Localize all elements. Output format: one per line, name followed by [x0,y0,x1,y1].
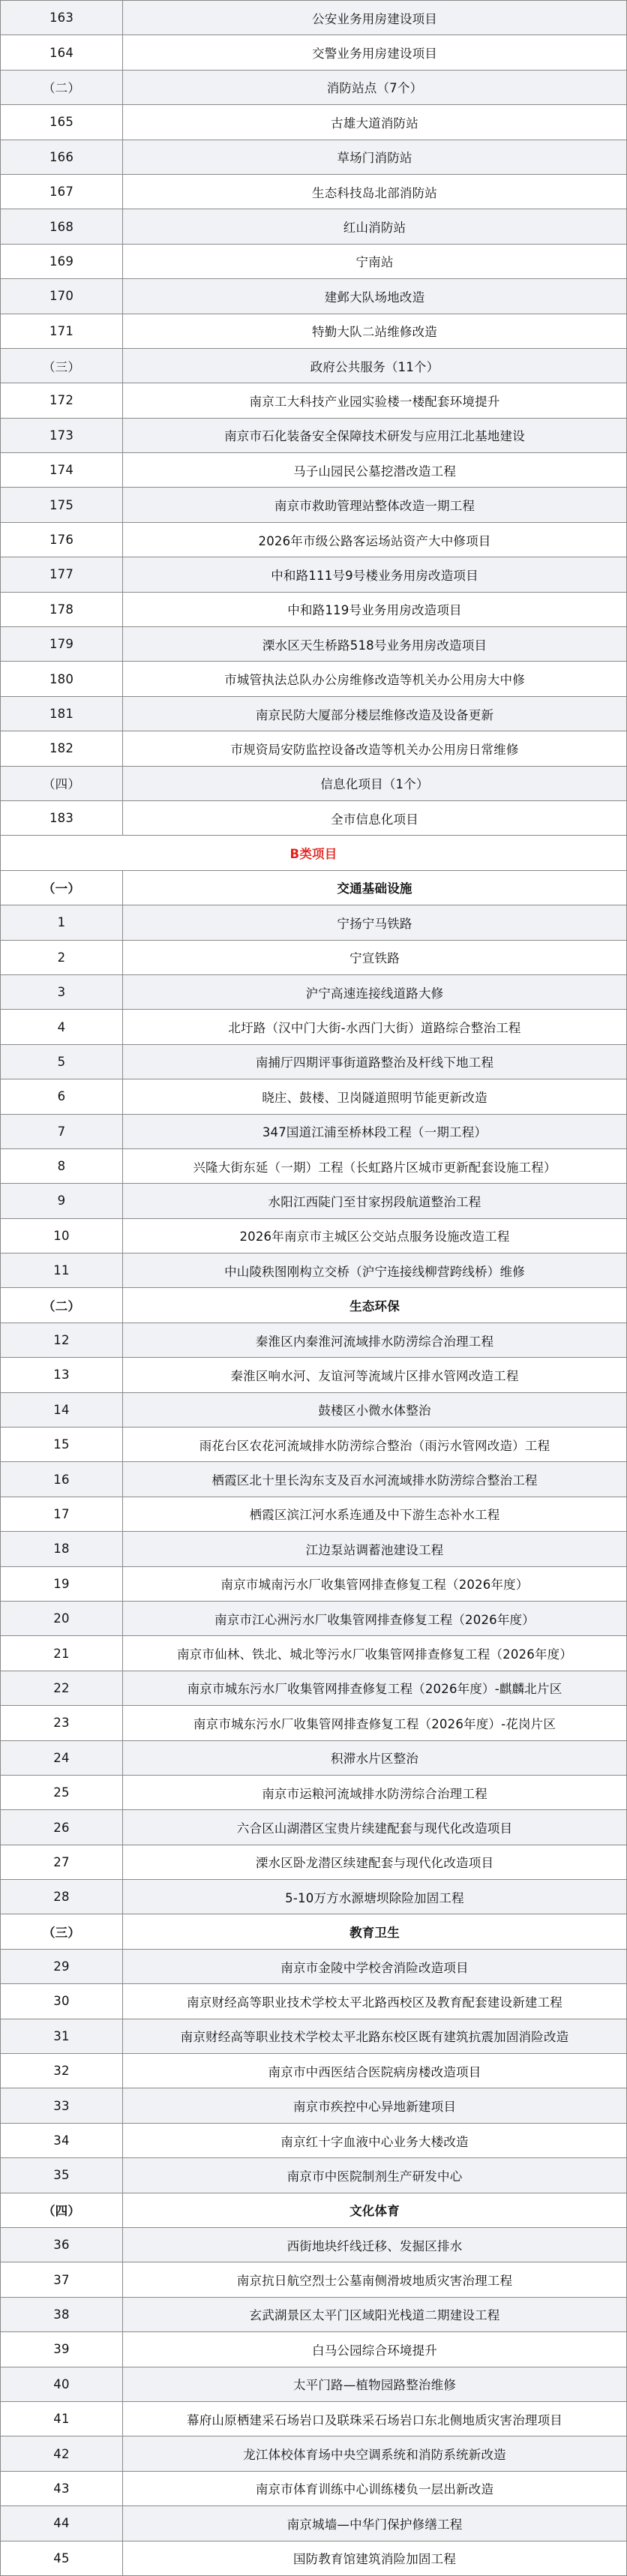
row-number-cell: 165 [1,105,123,140]
table-row [1,2088,627,2123]
row-number-cell: 177 [1,557,123,592]
project-name-cell: 秦淮区响水河、友谊河等流域片区排水管网改造工程 [123,1358,627,1392]
row-number-cell: 163 [1,1,123,35]
project-name-cell: 南京抗日航空烈士公墓南侧滑坡地质灾害治理工程 [123,2262,627,2297]
project-name-cell: 南京财经高等职业技术学校太平北路东校区既有建筑抗震加固消险改造 [123,2019,627,2053]
row-number-cell: 182 [1,731,123,766]
row-number-cell: 173 [1,418,123,452]
project-name-cell: 积滞水片区整治 [123,1740,627,1775]
table-row [1,522,627,557]
row-number-cell: 8 [1,1148,123,1183]
row-number-cell: 181 [1,696,123,731]
project-name-cell: 南京市体育训练中心训练楼负一层出新改造 [123,2471,627,2505]
row-number-cell: 183 [1,800,123,835]
project-name-cell: 栖霞区北十里长沟东支及百水河流域排水防涝综合整治工程 [123,1462,627,1497]
project-name-cell: 5-10万方水源塘坝除险加固工程 [123,1880,627,1914]
table-row [1,174,627,209]
table-row [1,1845,627,1879]
row-number-cell: 9 [1,1184,123,1218]
row-number-cell: 167 [1,174,123,209]
project-name-cell: 秦淮区内秦淮河流域排水防涝综合治理工程 [123,1323,627,1357]
row-number-cell: 3 [1,974,123,1009]
row-number-cell: 41 [1,2401,123,2436]
section-header-row [1,2193,627,2227]
project-name-cell: 文化体育 [123,2193,627,2227]
project-name-cell: 2026年市级公路客运场站资产大中修项目 [123,522,627,557]
row-number-cell: 44 [1,2506,123,2541]
row-number-cell: 4 [1,1010,123,1044]
project-name-cell: 溧水区卧龙潜区续建配套与现代化改造项目 [123,1845,627,1879]
table-row [1,1636,627,1671]
row-number-cell: 18 [1,1532,123,1566]
project-name-cell: 水阳江西陡门至甘家拐段航道整治工程 [123,1184,627,1218]
table-row [1,1392,627,1427]
project-name-cell: 幕府山原栖建采石场岩口及联珠采石场岩口东北侧地质灾害治理项目 [123,2401,627,2436]
project-name-cell: 市规资局安防监控设备改造等机关办公用房日常维修 [123,731,627,766]
project-name-cell: 信息化项目（1个） [123,766,627,800]
project-name-cell: 南京市城南污水厂收集管网排查修复工程（2026年度） [123,1566,627,1601]
project-name-cell: 生态科技岛北部消防站 [123,174,627,209]
table-row [1,35,627,70]
project-name-cell: 南京市江心洲污水厂收集管网排查修复工程（2026年度） [123,1601,627,1635]
project-name-cell: 溧水区天生桥路518号业务用房改造项目 [123,627,627,662]
category-banner-title: B类项目 [1,836,627,870]
row-number-cell: 13 [1,1358,123,1392]
row-number-cell: 42 [1,2436,123,2471]
table-row [1,1462,627,1497]
row-number-cell: 12 [1,1323,123,1357]
table-row [1,2506,627,2541]
row-number-cell: 1 [1,905,123,940]
table-row [1,2158,627,2193]
row-number-cell: 32 [1,2054,123,2088]
table-row [1,2054,627,2088]
table-row [1,1,627,35]
project-name-cell: 宁扬宁马铁路 [123,905,627,940]
project-name-cell: 南京市仙林、铁北、城北等污水厂收集管网排查修复工程（2026年度） [123,1636,627,1671]
row-number-cell: 23 [1,1706,123,1740]
table-row [1,383,627,418]
project-name-cell: 南京工大科技产业园实验楼一楼配套环境提升 [123,383,627,418]
table-row [1,2262,627,2297]
row-number-cell: 7 [1,1114,123,1148]
row-number-cell: 172 [1,383,123,418]
table-row [1,1706,627,1740]
row-number-cell: 164 [1,35,123,70]
row-number-cell: 22 [1,1671,123,1705]
table-row [1,627,627,662]
table-row [1,1010,627,1044]
project-name-cell: 公安业务用房建设项目 [123,1,627,35]
project-name-cell: 北圩路（汉中门大街-水西门大街）道路综合整治工程 [123,1010,627,1044]
table-row [1,766,627,800]
project-name-cell: 生态环保 [123,1288,627,1323]
row-number-cell: 17 [1,1497,123,1531]
project-name-cell: 南京财经高等职业技术学校太平北路西校区及教育配套建设新建工程 [123,1984,627,2019]
row-number-cell: 16 [1,1462,123,1497]
project-name-cell: 政府公共服务（11个） [123,348,627,383]
project-name-cell: 南京市疾控中心异地新建项目 [123,2088,627,2123]
table-row [1,557,627,592]
row-number-cell: 10 [1,1218,123,1253]
table-row [1,662,627,696]
row-number-cell: 166 [1,140,123,174]
table-row [1,1740,627,1775]
table-row [1,2541,627,2575]
table-row [1,2019,627,2053]
table-row [1,1775,627,1809]
project-name-cell: 市城管执法总队办公房维修改造等机关办公用房大中修 [123,662,627,696]
project-name-cell: 交通基础设施 [123,870,627,905]
project-name-cell: 南京民防大厦部分楼层维修改造及设备更新 [123,696,627,731]
project-name-cell: 南京市城东污水厂收集管网排查修复工程（2026年度）-花岗片区 [123,1706,627,1740]
table-row [1,1810,627,1845]
row-number-cell: 170 [1,279,123,314]
project-name-cell: 南京市救助管理站整体改造一期工程 [123,488,627,522]
row-number-cell: 174 [1,453,123,488]
table-row [1,348,627,383]
project-name-cell: 沪宁高速连接线道路大修 [123,974,627,1009]
table-row [1,696,627,731]
row-number-cell: 2 [1,940,123,974]
row-number-cell: 15 [1,1428,123,1462]
project-name-cell: 南京市中医院制剂生产研发中心 [123,2158,627,2193]
table-row [1,1949,627,1983]
project-name-cell: 太平门路—植物园路整治维修 [123,2367,627,2401]
table-row [1,1218,627,1253]
project-name-cell: 中山陵秩图刚构立交桥（沪宁连接线柳营跨线桥）维修 [123,1253,627,1288]
table-row [1,453,627,488]
row-number-cell: （四） [1,2193,123,2227]
project-name-cell: 西街地块纤线迁移、发掘区排水 [123,2228,627,2262]
table-row [1,2436,627,2471]
row-number-cell: 43 [1,2471,123,2505]
table-row [1,940,627,974]
row-number-cell: 176 [1,522,123,557]
row-number-cell: 5 [1,1044,123,1079]
project-name-cell: 红山消防站 [123,209,627,244]
row-number-cell: 11 [1,1253,123,1288]
row-number-cell: 26 [1,1810,123,1845]
row-number-cell: 40 [1,2367,123,2401]
project-name-cell: 南京市城东污水厂收集管网排查修复工程（2026年度）-麒麟北片区 [123,1671,627,1705]
project-name-cell: 江边泵站调蓄池建设工程 [123,1532,627,1566]
row-number-cell: 28 [1,1880,123,1914]
row-number-cell: （三） [1,348,123,383]
table-row [1,2367,627,2401]
project-list-body [1,1,627,2576]
row-number-cell: （一） [1,870,123,905]
section-header-row [1,870,627,905]
row-number-cell: 21 [1,1636,123,1671]
project-name-cell: 宁南站 [123,244,627,278]
table-row [1,1079,627,1114]
table-row [1,105,627,140]
row-number-cell: 27 [1,1845,123,1879]
project-name-cell: 建邺大队场地改造 [123,279,627,314]
project-name-cell: 特勤大队二站维修改造 [123,314,627,348]
project-name-cell: 交警业务用房建设项目 [123,35,627,70]
table-row [1,1253,627,1288]
table-row [1,1148,627,1183]
table-row [1,488,627,522]
project-name-cell: 南京市金陵中学校舍消险改造项目 [123,1949,627,1983]
table-row [1,2228,627,2262]
table-row [1,209,627,244]
row-number-cell: （三） [1,1914,123,1949]
table-row [1,2471,627,2505]
table-row [1,2401,627,2436]
project-name-cell: 347国道江浦至桥林段工程（一期工程） [123,1114,627,1148]
table-row [1,1497,627,1531]
table-row [1,731,627,766]
row-number-cell: 168 [1,209,123,244]
row-number-cell: （二） [1,70,123,104]
table-row [1,314,627,348]
table-row [1,2123,627,2157]
table-row [1,1566,627,1601]
table-row [1,1044,627,1079]
table-row [1,279,627,314]
section-header-row [1,1914,627,1949]
project-name-cell: 南京市中西医结合医院病房楼改造项目 [123,2054,627,2088]
table-row [1,1532,627,1566]
project-name-cell: 南捕厅四期评事街道路整治及杆线下地工程 [123,1044,627,1079]
project-name-cell: 南京市运粮河流域排水防涝综合治理工程 [123,1775,627,1809]
row-number-cell: 6 [1,1079,123,1114]
project-name-cell: 马子山园民公墓挖潜改造工程 [123,453,627,488]
row-number-cell: （二） [1,1288,123,1323]
row-number-cell: 34 [1,2123,123,2157]
row-number-cell: 20 [1,1601,123,1635]
row-number-cell: 37 [1,2262,123,2297]
row-number-cell: 25 [1,1775,123,1809]
table-row [1,1428,627,1462]
row-number-cell: 45 [1,2541,123,2575]
table-row [1,1184,627,1218]
row-number-cell: 35 [1,2158,123,2193]
table-row [1,1323,627,1357]
table-row [1,244,627,278]
table-row [1,974,627,1009]
table-row [1,1114,627,1148]
row-number-cell: 33 [1,2088,123,2123]
project-name-cell: 玄武湖景区太平门区域阳光栈道二期建设工程 [123,2297,627,2331]
table-row [1,2332,627,2367]
project-name-cell: 雨花台区农花河流域排水防涝综合整治（雨污水管网改造）工程 [123,1428,627,1462]
project-name-cell: 国防教育馆建筑消险加固工程 [123,2541,627,2575]
table-row [1,592,627,626]
table-row [1,1358,627,1392]
table-row [1,1984,627,2019]
row-number-cell: 24 [1,1740,123,1775]
project-name-cell: 草场门消防站 [123,140,627,174]
row-number-cell: 179 [1,627,123,662]
project-name-cell: 教育卫生 [123,1914,627,1949]
project-name-cell: 古雄大道消防站 [123,105,627,140]
row-number-cell: 29 [1,1949,123,1983]
table-row [1,140,627,174]
row-number-cell: 14 [1,1392,123,1427]
table-row [1,418,627,452]
row-number-cell: 178 [1,592,123,626]
section-header-row [1,1288,627,1323]
row-number-cell: 36 [1,2228,123,2262]
project-name-cell: 兴隆大街东延（一期）工程（长虹路片区城市更新配套设施工程） [123,1148,627,1183]
project-name-cell: 栖霞区滨江河水系连通及中下游生态补水工程 [123,1497,627,1531]
row-number-cell: 31 [1,2019,123,2053]
row-number-cell: 39 [1,2332,123,2367]
project-name-cell: 鼓楼区小微水体整治 [123,1392,627,1427]
project-name-cell: 中和路111号9号楼业务用房改造项目 [123,557,627,592]
project-name-cell: 南京城墙—中华门保护修缮工程 [123,2506,627,2541]
project-name-cell: 白马公园综合环境提升 [123,2332,627,2367]
row-number-cell: 19 [1,1566,123,1601]
project-name-cell: 全市信息化项目 [123,800,627,835]
table-row [1,1671,627,1705]
table-row [1,2297,627,2331]
project-name-cell: 龙江体校体育场中央空调系统和消防系统新改造 [123,2436,627,2471]
row-number-cell: 169 [1,244,123,278]
row-number-cell: 171 [1,314,123,348]
table-row [1,1601,627,1635]
project-name-cell: 2026年南京市主城区公交站点服务设施改造工程 [123,1218,627,1253]
table-row [1,1880,627,1914]
row-number-cell: 38 [1,2297,123,2331]
project-name-cell: 六合区山湖潜区宝贵片续建配套与现代化改造项目 [123,1810,627,1845]
project-name-cell: 南京红十字血液中心业务大楼改造 [123,2123,627,2157]
row-number-cell: 175 [1,488,123,522]
project-name-cell: 晓庄、鼓楼、卫岗隧道照明节能更新改造 [123,1079,627,1114]
table-row [1,70,627,104]
project-name-cell: 宁宣铁路 [123,940,627,974]
table-row [1,800,627,835]
project-name-cell: 南京市石化装备安全保障技术研发与应用江北基地建设 [123,418,627,452]
category-banner-row [1,836,627,870]
project-name-cell: 中和路119号业务用房改造项目 [123,592,627,626]
row-number-cell: （四） [1,766,123,800]
row-number-cell: 30 [1,1984,123,2019]
table-row [1,905,627,940]
row-number-cell: 180 [1,662,123,696]
project-name-cell: 消防站点（7个） [123,70,627,104]
